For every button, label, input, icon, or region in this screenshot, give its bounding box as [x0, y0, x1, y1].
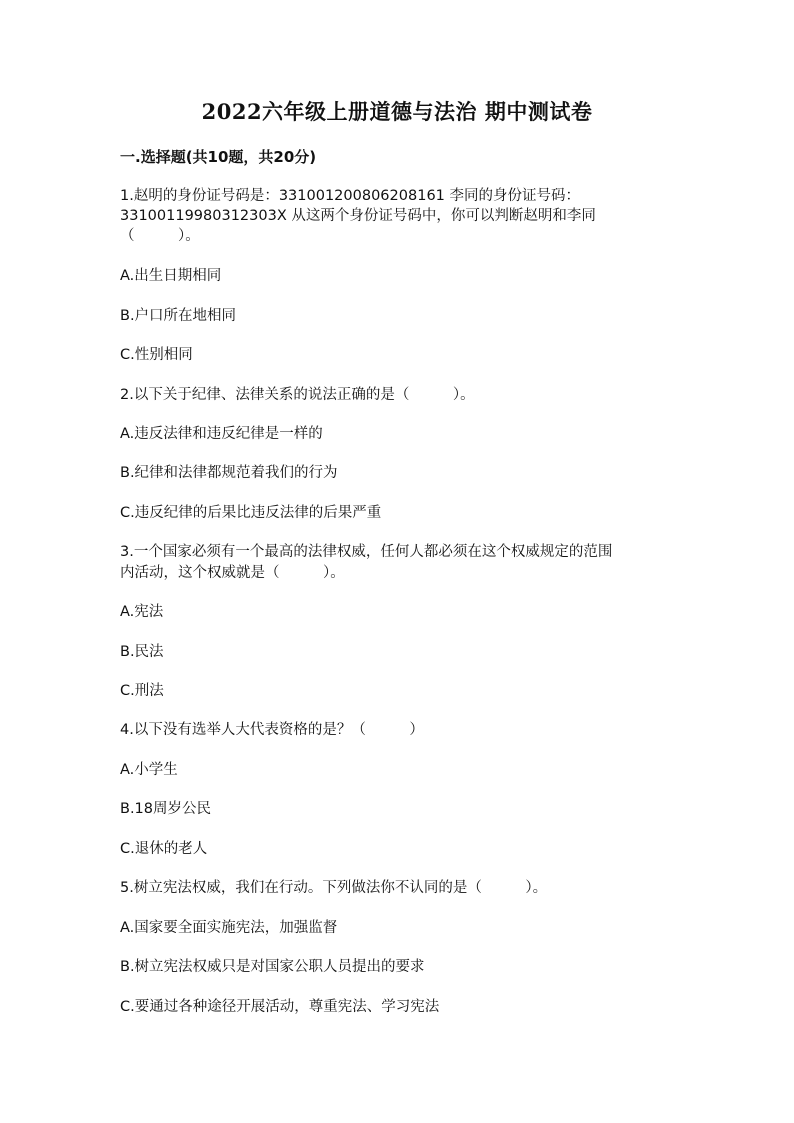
- question-3-option-a: A.宪法: [120, 604, 164, 620]
- question-4-option-a: A.小学生: [120, 762, 178, 778]
- question-3-option-b: B.民法: [120, 644, 164, 660]
- question-5-stem-line-1: 5.树立宪法权威，我们在行动。下列做法你不认同的是（ ）。: [120, 880, 548, 896]
- question-5-option-c: C.要通过各种途径开展活动，尊重宪法、学习宪法: [120, 999, 440, 1015]
- question-2-stem-line-1: 2.以下关于纪律、法律关系的说法正确的是（ ）。: [120, 387, 475, 403]
- question-1-option-c: C.性别相同: [120, 347, 193, 363]
- question-3-stem-line-1: 3.一个国家必须有一个最高的法律权威，任何人都必须在这个权威规定的范围: [120, 544, 613, 560]
- section-heading: 一.选择题(共10题，共20分): [120, 148, 317, 166]
- question-1-stem-line-1: 1.赵明的身份证号码是：331001200806208161 李同的身份证号码：: [120, 188, 580, 204]
- question-4-option-b: B.18周岁公民: [120, 801, 212, 817]
- question-1-stem-line-2: 33100119980312303X 从这两个身份证号码中，你可以判断赵明和李同: [120, 208, 596, 224]
- question-2-option-c: C.违反纪律的后果比违反法律的后果严重: [120, 505, 382, 521]
- question-1-option-a: A.出生日期相同: [120, 268, 222, 284]
- question-5-option-a: A.国家要全面实施宪法，加强监督: [120, 920, 338, 936]
- question-3-option-c: C.刑法: [120, 683, 164, 699]
- question-2-option-b: B.纪律和法律都规范着我们的行为: [120, 465, 338, 481]
- question-1-stem-line-3: （ ）。: [120, 228, 200, 244]
- question-4-stem-line-1: 4.以下没有选举人大代表资格的是？（ ）: [120, 722, 424, 738]
- question-4-option-c: C.退休的老人: [120, 841, 208, 857]
- question-1-option-b: B.户口所在地相同: [120, 308, 237, 324]
- question-5-option-b: B.树立宪法权威只是对国家公职人员提出的要求: [120, 959, 425, 975]
- question-2-option-a: A.违反法律和违反纪律是一样的: [120, 426, 323, 442]
- page-title: 2022六年级上册道德与法治 期中测试卷: [201, 99, 593, 124]
- question-3-stem-line-2: 内活动，这个权威就是（ ）。: [120, 565, 345, 581]
